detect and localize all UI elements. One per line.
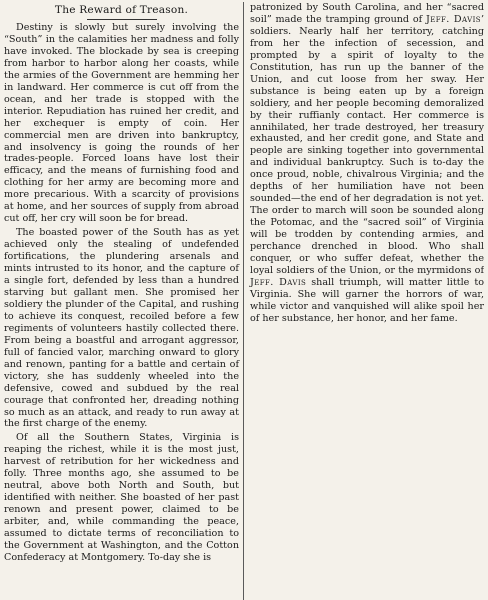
- text-segment-a: patronized by South Carolina, and her “sacred soil” made the tramping ground of: [250, 2, 484, 25]
- paragraph-3-continued: [250, 2, 484, 325]
- right-column: [244, 2, 484, 600]
- paragraph-2: The boasted power of the South has as yet achieved only the stealing of undefended fortifications, the plundering arsenals and mints intrusted to its honor, and the capture of a single fort, defended by less than a hundred starving but gallant men. She promised her soldiery the plunder of the Capital, and rushing to achieve its conquest, recoiled before a few regiments of volunteers hastily collected there. From being a boastful and arrogant aggressor, full of fancied valor, marching onward to glory and renown, panting for a battle and certain of victory, she has suddenly wheeled into the defensive, cowed and subdued by the real courage that confronted her, dreading nothing so much as an attack, and ready to run away at the first charge of the enemy.: [4, 227, 239, 430]
- name-jeff-davis-2: Jeff. Davis: [250, 276, 307, 288]
- paragraph-3: Of all the Southern States, Virginia is reaping the richest, while it is the most just, harvest of retribution for her wickedness and folly. Three months ago, she assumed to be neutral, above both North and South, but identified with neither. She boasted of her past renown and present power, claimed to be arbiter, and, while commanding the peace, assumed to dictate terms of reconciliation to the Government at Washington, and the Cotton Confederacy at Montgomery. To-day she is: [4, 432, 239, 563]
- paragraph-1: Destiny is slowly but surely involving the “South” in the calamities her madness and folly have invoked. The blockade by sea is creeping from harbor to harbor along her coasts, while the armies of the Government are hemming her in landward. Her commerce is cut off from the ocean, and her trade is stopped with the interior. Repudiation has ruined her credit, and her exchequer is empty of coin. Her commercial men are driven into bankruptcy, and insolvency is going the rounds of her trades-people. Forced loans have lost their efficacy, and the means of furnishing food and clothing for her army are becoming more and more precarious. With a scarcity of provisions at home, and her sources of supply from abroad cut off, her cry will soon be for bread.: [4, 22, 239, 225]
- name-jeff-davis-1: Jeff. Davis: [426, 13, 481, 25]
- text-segment-b: ’ soldiers. Nearly half her territory, catching from her the infection of secession, and prompted by a spirit of loyalty to the Constitution, has run up the banner of the Union, and cut loose from her sway. Her substance is being eaten up by a foreign soldiery, and her people becoming demoralized by their ruffianly contact. Her commerce is annihilated, her trade destroyed, her treasury exhausted, and her credit gone, and State and people are sinking together into governmental and individual bankruptcy. Such is to-day the once proud, noble, chivalrous Virginia; and the depths of her humiliation have not been sounded—the end of her degradation is not yet. The order to march will soon be sounded along the Potomac, and the “sacred soil” of Virginia will be trodden by contending armies, and perchance drenched in blood. Who shall conquer, or who suffer defeat, whether the loyal soldiers of the Union, or the myrmidons of: [250, 13, 484, 276]
- left-column: [4, 2, 244, 600]
- headline-rule: [87, 19, 157, 20]
- text-segment-c: shall triumph, will matter little to Virginia. She will garner the horrors of war, while victor and vanquished will alike spoil her of her substance, her honor, and her fame.: [250, 276, 484, 324]
- article-headline: The Reward of Treason.: [54, 4, 189, 16]
